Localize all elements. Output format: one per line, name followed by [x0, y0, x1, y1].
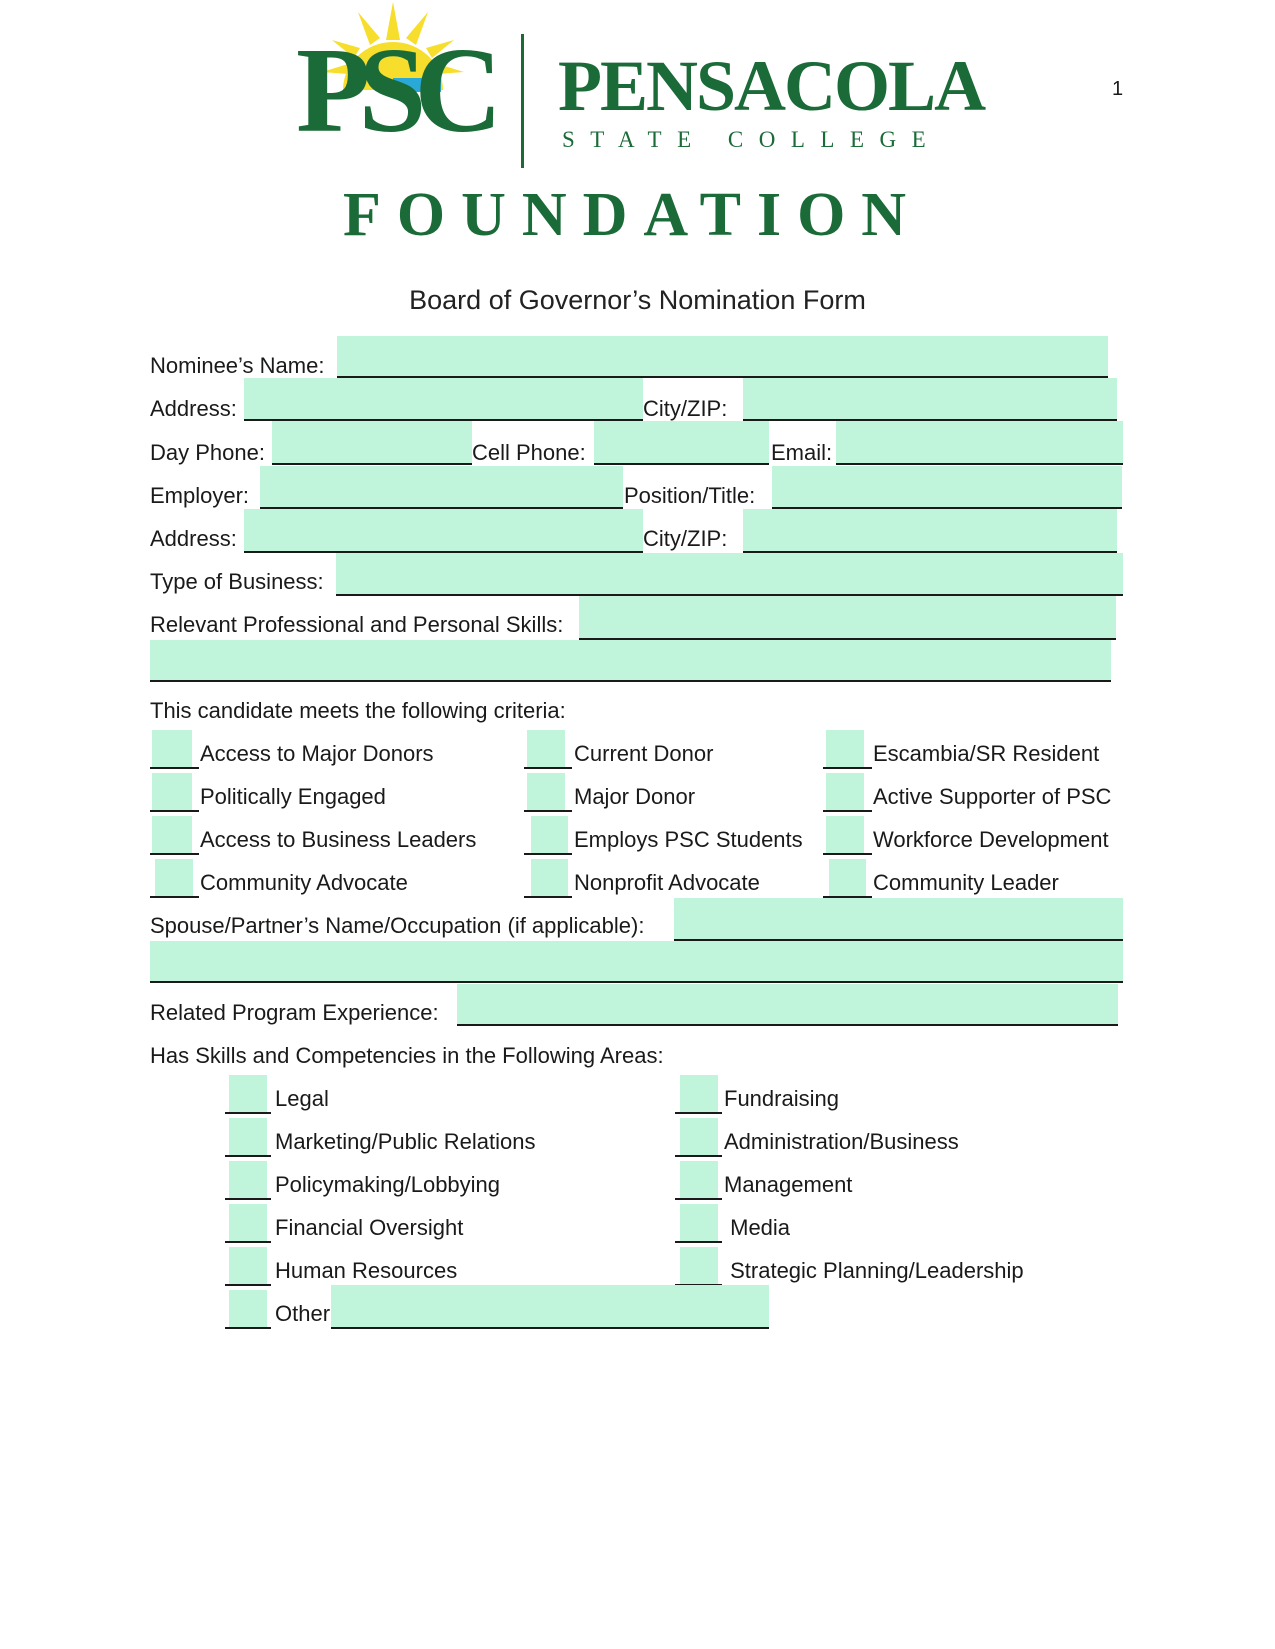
competency-option: Policymaking/Lobbying	[275, 1172, 501, 1197]
competency-checkbox[interactable]	[229, 1118, 267, 1156]
competency-check-line	[675, 1198, 722, 1200]
competency-option: Other	[275, 1301, 331, 1326]
competency-check-line	[225, 1241, 271, 1243]
criteria-option: Workforce Development	[873, 827, 1109, 852]
competency-checkbox[interactable]	[229, 1204, 267, 1242]
competency-checkbox[interactable]	[680, 1204, 718, 1242]
criteria-check-line	[150, 767, 199, 769]
criteria-option: Community Advocate	[200, 870, 408, 895]
criteria-check-line	[524, 810, 572, 812]
competency-check-line	[675, 1241, 722, 1243]
cell-phone-line	[594, 463, 769, 465]
criteria-option: Access to Major Donors	[200, 741, 434, 766]
criteria-checkbox[interactable]	[826, 730, 864, 768]
competency-option: Human Resources	[275, 1258, 458, 1283]
competency-check-line	[675, 1155, 722, 1157]
criteria-option: Access to Business Leaders	[200, 827, 477, 852]
criteria-option: Community Leader	[873, 870, 1059, 895]
skills-label: Relevant Professional and Personal Skills:	[150, 612, 564, 637]
competency-option: Financial Oversight	[275, 1215, 464, 1240]
competency-option: Strategic Planning/Leadership	[724, 1258, 1024, 1283]
competency-check-line	[225, 1327, 271, 1329]
email-label: Email:	[771, 440, 833, 465]
criteria-checkbox[interactable]	[152, 816, 192, 854]
page-number: 1	[1112, 78, 1124, 100]
criteria-checkbox[interactable]	[829, 859, 866, 897]
address-field[interactable]	[244, 378, 643, 419]
competency-option: Administration/Business	[724, 1129, 959, 1154]
criteria-check-line	[823, 853, 872, 855]
logo-pensacola-text: PENSACOLA	[558, 46, 985, 126]
email-field[interactable]	[836, 421, 1123, 463]
competency-option: Media	[724, 1215, 791, 1240]
criteria-check-line	[823, 810, 872, 812]
skills-continued-field[interactable]	[150, 640, 1111, 680]
city-zip-field[interactable]	[743, 378, 1117, 419]
competency-checkbox[interactable]	[229, 1075, 267, 1113]
other-competency-line	[331, 1327, 769, 1329]
criteria-checkbox[interactable]	[826, 816, 864, 854]
competency-check-line	[225, 1155, 271, 1157]
spouse-continued-line	[150, 981, 1123, 983]
competency-option: Fundraising	[724, 1086, 839, 1111]
competency-checkbox[interactable]	[229, 1290, 267, 1328]
nominee-name-field[interactable]	[337, 336, 1108, 376]
logo-state-college-text: STATE COLLEGE	[562, 127, 942, 152]
competency-check-line	[225, 1112, 271, 1114]
criteria-checkbox[interactable]	[826, 773, 864, 811]
criteria-checkbox[interactable]	[531, 859, 568, 897]
competency-checkbox[interactable]	[680, 1247, 718, 1285]
email-line	[836, 463, 1123, 465]
cell-phone-label: Cell Phone:	[472, 440, 586, 465]
type-of-business-label: Type of Business:	[150, 569, 324, 594]
other-competency-field[interactable]	[331, 1285, 769, 1327]
criteria-checkbox[interactable]	[527, 730, 565, 768]
competency-checkbox[interactable]	[229, 1247, 267, 1285]
psc-foundation-logo	[0, 0, 1275, 250]
city-zip-label: City/ZIP:	[643, 396, 728, 421]
criteria-checkbox[interactable]	[155, 859, 193, 897]
cell-phone-field[interactable]	[594, 421, 769, 463]
business-city-zip-label: City/ZIP:	[643, 526, 728, 551]
criteria-option: Current Donor	[574, 741, 714, 766]
employer-field[interactable]	[260, 466, 623, 507]
criteria-checkbox[interactable]	[531, 816, 568, 854]
day-phone-line	[272, 463, 472, 465]
type-of-business-field[interactable]	[336, 553, 1123, 594]
address-label: Address:	[150, 396, 237, 421]
spouse-label: Spouse/Partner’s Name/Occupation (if applicable):	[150, 913, 645, 938]
criteria-check-line	[524, 853, 572, 855]
form-title: Board of Governor’s Nomination Form	[409, 285, 866, 315]
program-experience-line	[457, 1024, 1118, 1026]
spouse-field[interactable]	[674, 898, 1123, 939]
competency-checkbox[interactable]	[680, 1161, 718, 1199]
business-city-zip-field[interactable]	[743, 509, 1117, 551]
business-address-label: Address:	[150, 526, 237, 551]
logo-foundation-text: FOUNDATION	[343, 181, 923, 249]
criteria-check-line	[150, 810, 199, 812]
criteria-checkbox[interactable]	[527, 773, 565, 811]
competency-option: Marketing/Public Relations	[275, 1129, 536, 1154]
position-title-label: Position/Title:	[624, 483, 756, 508]
spouse-continued-field[interactable]	[150, 941, 1123, 981]
criteria-heading: This candidate meets the following criteria:	[150, 698, 566, 723]
criteria-check-line	[524, 896, 572, 898]
logo-divider	[521, 34, 524, 168]
criteria-option: Active Supporter of PSC	[873, 784, 1112, 809]
competency-checkbox[interactable]	[680, 1075, 718, 1113]
position-title-field[interactable]	[772, 466, 1122, 507]
competency-option: Legal	[275, 1086, 329, 1111]
competency-checkbox[interactable]	[680, 1118, 718, 1156]
criteria-check-line	[150, 896, 199, 898]
competency-check-line	[225, 1198, 271, 1200]
day-phone-label: Day Phone:	[150, 440, 265, 465]
logo-psc-text: PSC	[296, 23, 491, 158]
criteria-checkbox[interactable]	[152, 773, 192, 811]
business-address-field[interactable]	[244, 509, 643, 551]
competency-option: Management	[724, 1172, 853, 1197]
program-experience-label: Related Program Experience:	[150, 1000, 439, 1025]
criteria-check-line	[524, 767, 572, 769]
criteria-option: Escambia/SR Resident	[873, 741, 1100, 766]
competency-checkbox[interactable]	[229, 1161, 267, 1199]
skills-field[interactable]	[579, 596, 1116, 638]
criteria-checkbox[interactable]	[152, 730, 192, 768]
competency-check-line	[225, 1284, 271, 1286]
criteria-check-line	[150, 853, 199, 855]
nominee-name-label: Nominee’s Name:	[150, 353, 325, 378]
criteria-option: Politically Engaged	[200, 784, 386, 809]
skills-continued-line	[150, 680, 1111, 682]
criteria-option: Nonprofit Advocate	[574, 870, 760, 895]
program-experience-field[interactable]	[457, 984, 1118, 1024]
criteria-option: Employs PSC Students	[574, 827, 803, 852]
employer-label: Employer:	[150, 483, 250, 508]
day-phone-field[interactable]	[272, 421, 472, 463]
competencies-heading: Has Skills and Competencies in the Following Areas:	[150, 1043, 664, 1068]
competency-check-line	[675, 1112, 722, 1114]
criteria-option: Major Donor	[574, 784, 696, 809]
criteria-check-line	[823, 767, 872, 769]
